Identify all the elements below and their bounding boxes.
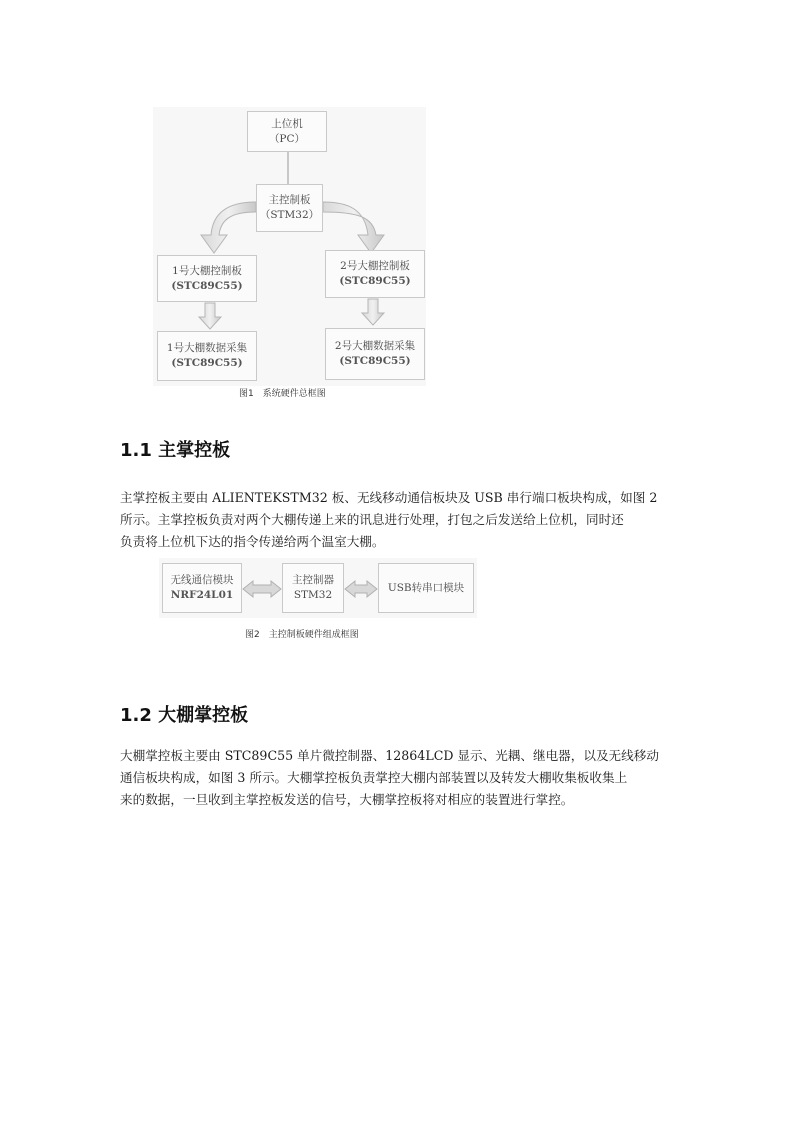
section2-heading: 1.2 大棚掌控板 xyxy=(120,705,249,726)
box-wireless-line2: NRF24L01 xyxy=(170,589,234,601)
box-gh2-ctrl-line1: 2号大棚控制板 xyxy=(340,260,410,272)
section1-line-3: 负责将上位机下达的指令传递给两个温室大棚。 xyxy=(120,534,385,549)
figure2-caption: 图2 主控制板硬件组成框图 xyxy=(245,630,359,640)
box-gh2-ctrl-line2: (STC89C55) xyxy=(339,275,411,287)
box-pc-line1: 上位机 xyxy=(271,117,303,130)
box-pc-line2: （PC） xyxy=(268,132,306,145)
figure1-caption: 图1 系统硬件总框图 xyxy=(239,389,326,399)
section1-line-1: 主掌控板主要由 ALIENTEKSTM32 板、无线移动通信板块及 USB 串行端口板块构成，如图 2 xyxy=(120,490,658,505)
section2-paragraph xyxy=(120,745,680,811)
box-gh1-acq-line2: (STC89C55) xyxy=(171,357,243,369)
curved-arrow-left xyxy=(201,202,256,253)
box-main-board xyxy=(256,184,323,232)
box-greenhouse1-control xyxy=(157,255,257,302)
box-greenhouse2-control xyxy=(325,250,425,298)
box-controller-line2: STM32 xyxy=(293,589,333,601)
box-gh1-ctrl-line1: 1号大棚控制板 xyxy=(172,264,242,277)
section2-line-2: 通信板块构成，如图 3 所示。大棚掌控板负责掌控大棚内部装置以及转发大棚收集板收集上 xyxy=(120,770,628,785)
system-hardware-diagram xyxy=(153,107,426,386)
box-controller-line1: 主控制器 xyxy=(292,574,334,586)
box-gh1-ctrl-line2: (STC89C55) xyxy=(171,279,243,292)
box-main-line2: （STM32） xyxy=(259,209,320,221)
box-wireless-line1: 无线通信模块 xyxy=(170,574,234,586)
box-pc xyxy=(247,111,327,152)
double-arrow-left xyxy=(243,581,281,597)
section1-paragraph xyxy=(120,487,680,553)
box-usb-line1: USB转串口模块 xyxy=(387,581,465,594)
box-wireless-module xyxy=(162,563,242,613)
down-arrow-right xyxy=(362,299,384,325)
box-main-line1: 主控制板 xyxy=(268,194,311,206)
box-usb-module xyxy=(378,563,474,613)
box-gh1-acq-line1: 1号大棚数据采集 xyxy=(166,342,248,354)
box-gh2-acq-line2: (STC89C55) xyxy=(339,355,411,367)
section2-line-1: 大棚掌控板主要由 STC89C55 单片微控制器、12864LCD 显示、光耦、继电器，以及无线移动 xyxy=(120,748,659,763)
box-main-controller xyxy=(282,563,344,613)
box-greenhouse1-acquisition xyxy=(157,331,257,381)
double-arrow-right xyxy=(345,581,377,597)
section1-line-2: 所示。主掌控板负责对两个大棚传递上来的讯息进行处理，打包之后发送给上位机，同时还 xyxy=(120,512,624,527)
section2-line-3: 来的数据，一旦收到主掌控板发送的信号，大棚掌控板将对相应的装置进行掌控。 xyxy=(120,792,574,807)
box-greenhouse2-acquisition xyxy=(325,328,425,380)
curved-arrow-right xyxy=(323,202,384,253)
box-gh2-acq-line1: 2号大棚数据采集 xyxy=(334,340,416,352)
main-board-hardware-diagram xyxy=(159,558,477,618)
section1-heading: 1.1 主掌控板 xyxy=(120,440,231,461)
down-arrow-left xyxy=(199,303,221,329)
